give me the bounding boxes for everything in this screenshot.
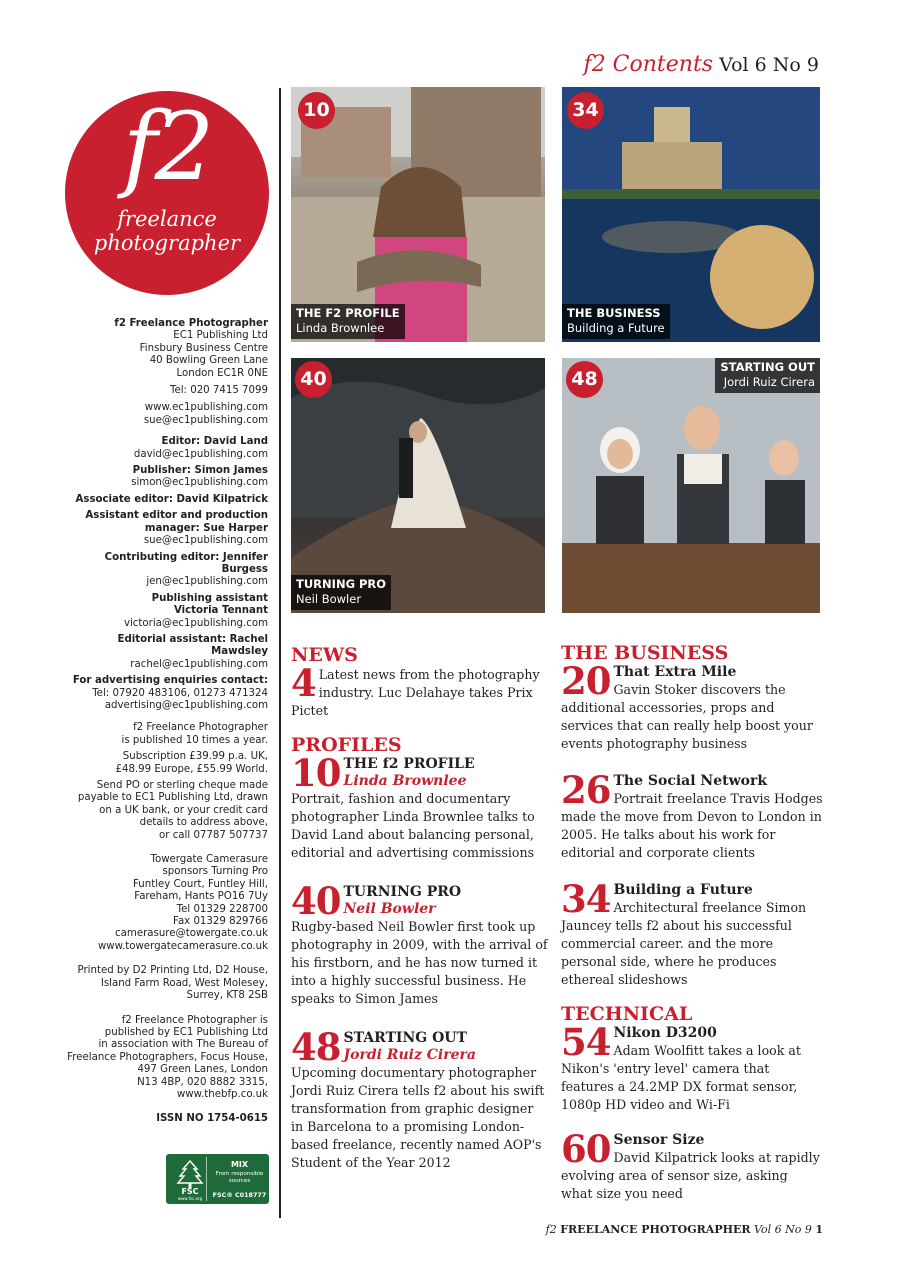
caption-label: THE BUSINESS bbox=[567, 306, 661, 320]
footer-prefix: f2 bbox=[545, 1223, 557, 1236]
entry-profile-40[interactable] bbox=[291, 879, 549, 1008]
entry-title: THE f2 PROFILE bbox=[343, 756, 475, 772]
page-number: 54 bbox=[561, 1020, 611, 1064]
photo-number: 40 bbox=[295, 361, 332, 398]
footer-page: 1 bbox=[815, 1223, 823, 1236]
entry-business-26[interactable] bbox=[561, 768, 823, 862]
ads-label: For advertising enquiries contact: bbox=[72, 675, 268, 687]
entry-news[interactable] bbox=[291, 661, 549, 720]
fsc-brand: FSC bbox=[181, 1187, 199, 1196]
entry-text: Gavin Stoker discovers the additional accessories, props and services that can really help boost your events photography business bbox=[561, 682, 813, 751]
entry-text: David Kilpatrick looks at rapidly evolving area of sensor size, asking what size you need bbox=[561, 1150, 820, 1201]
photo-business[interactable] bbox=[562, 87, 820, 342]
entry-text: Portrait freelance Travis Hodges made the move from Devon to London in 2005. He talks about his work for editorial and corporate clients bbox=[561, 791, 823, 860]
entry-text: Upcoming documentary photographer Jordi Ruiz Cirera tells f2 about his swift transformation from graphic designer in Barcelona to a promising London-based freelance, recently named AOP's Student of the Year 2012 bbox=[291, 1065, 545, 1170]
entry-text: Architectural freelance Simon Jauncey tells f2 about his successful commercial career. and the more personal side, where he produces ethereal slideshows bbox=[561, 900, 807, 987]
page-number: 60 bbox=[561, 1127, 611, 1171]
f2-logo bbox=[65, 91, 269, 295]
page-number: 4 bbox=[291, 661, 316, 705]
asst-editor-email: sue@ec1publishing.com bbox=[143, 535, 268, 547]
subscription-text: Subscription £39.99 p.a. UK, £48.99 Europe, £55.99 World. bbox=[115, 751, 268, 775]
entry-title: The Social Network bbox=[613, 773, 768, 789]
entry-text: Portrait, fashion and documentary photographer Linda Brownlee talks to David Land about balancing personal, editorial and advertising commissions bbox=[291, 791, 535, 860]
entry-profile-48[interactable] bbox=[291, 1025, 549, 1172]
photo-profile[interactable] bbox=[291, 87, 545, 342]
entry-title: Sensor Size bbox=[613, 1132, 705, 1148]
assoc-editor-label: Associate editor: David Kilpatrick bbox=[75, 493, 268, 505]
section-technical: TECHNICAL bbox=[561, 1003, 693, 1025]
logo-line2: photographer bbox=[93, 231, 241, 255]
caption-sub: Linda Brownlee bbox=[296, 321, 385, 335]
entry-subject: Jordi Ruiz Cirera bbox=[343, 1047, 476, 1063]
page-number: 20 bbox=[561, 659, 611, 703]
entry-title: Building a Future bbox=[613, 882, 753, 898]
entry-subject: Linda Brownlee bbox=[343, 773, 467, 789]
entry-text: Rugby-based Neil Bowler first took up photography in 2009, with the arrival of his firstborn, and he has now turned it into a highly successful business. He speaks to Simon James bbox=[291, 919, 548, 1006]
entry-text: Adam Woolfitt takes a look at Nikon's 'entry level' camera that features a 24.2MP DX format sensor, 1080p HD video and Wi-Fi bbox=[561, 1043, 801, 1112]
entry-business-34[interactable] bbox=[561, 877, 823, 989]
footer-title: FREELANCE PHOTOGRAPHER bbox=[560, 1223, 751, 1236]
company-address: EC1 Publishing Ltd Finsbury Business Centre 40 Bowling Green Lane London EC1R 0NE bbox=[139, 330, 268, 379]
fsc-tree-icon bbox=[173, 1157, 207, 1201]
cheque-text: Send PO or sterling cheque made payable to EC1 Publishing Ltd, drawn on a UK bank, or your credit card details to address above, or call 07787 507737 bbox=[77, 780, 268, 841]
caption-label: THE F2 PROFILE bbox=[296, 306, 400, 320]
photo-starting-out[interactable] bbox=[562, 358, 820, 613]
pub-asst-email: victoria@ec1publishing.com bbox=[123, 617, 268, 629]
entry-text: Latest news from the photography industry. Luc Delahaye takes Prix Pictet bbox=[291, 667, 540, 718]
contents-left-column bbox=[291, 644, 549, 1172]
company-web: www.ec1publishing.com sue@ec1publishing.com bbox=[143, 402, 268, 426]
contents-label: f2 Contents bbox=[583, 52, 714, 77]
ads-text: Tel: 07920 483106, 01273 471324 advertising@ec1publishing.com bbox=[92, 687, 268, 711]
photo-caption bbox=[562, 304, 670, 339]
pub-asst-label: Publishing assistant Victoria Tennant bbox=[151, 592, 268, 617]
publisher-email: simon@ec1publishing.com bbox=[131, 477, 268, 489]
photo-number: 34 bbox=[567, 92, 604, 129]
contents-header bbox=[584, 52, 819, 77]
photo-number: 10 bbox=[298, 92, 335, 129]
logo-line1: freelance bbox=[117, 207, 217, 231]
contrib-editor-label: Contributing editor: Jennifer Burgess bbox=[104, 551, 268, 575]
towergate-text: Towergate Camerasure sponsors Turning Pro Funtley Court, Funtley Hill, Fareham, Hants PO16 7Uy Tel 01329 228700 Fax 01329 829766 camerasure@towergate.co.uk www.towergatecamerasure.co.uk bbox=[97, 854, 268, 952]
page-number: 26 bbox=[561, 768, 611, 812]
entry-business-20[interactable] bbox=[561, 659, 823, 753]
photo-caption bbox=[291, 304, 405, 339]
publisher-label: Publisher: Simon James bbox=[132, 465, 268, 477]
entry-title: STARTING OUT bbox=[343, 1030, 467, 1046]
logo-mark: f2 bbox=[122, 93, 212, 202]
page-number: 40 bbox=[291, 879, 341, 923]
photo-turning-pro[interactable] bbox=[291, 358, 545, 613]
caption-label: STARTING OUT bbox=[720, 360, 815, 374]
masthead-sidebar bbox=[58, 318, 268, 1126]
ed-asst-email: rachel@ec1publishing.com bbox=[130, 658, 268, 670]
caption-sub: Neil Bowler bbox=[296, 592, 362, 606]
printer-text: Printed by D2 Printing Ltd, D2 House, Island Farm Road, West Molesey, Surrey, KT8 2SB bbox=[77, 965, 268, 1002]
fsc-badge bbox=[166, 1154, 269, 1204]
company-name: f2 Freelance Photographer bbox=[114, 318, 268, 329]
asst-editor-label: Assistant editor and production manager: Sue Harper bbox=[85, 510, 268, 534]
editor-email: david@ec1publishing.com bbox=[133, 448, 268, 460]
fsc-mix: MIX bbox=[230, 1160, 249, 1169]
page-number: 48 bbox=[291, 1025, 341, 1069]
photo-caption bbox=[715, 358, 820, 393]
entry-technical-54[interactable] bbox=[561, 1020, 823, 1114]
contents-right-column bbox=[561, 642, 823, 1203]
page-number: 34 bbox=[561, 877, 611, 921]
caption-label: TURNING PRO bbox=[296, 577, 387, 591]
section-profiles: PROFILES bbox=[291, 734, 402, 756]
entry-technical-60[interactable] bbox=[561, 1127, 823, 1203]
association-text: f2 Freelance Photographer is published by EC1 Publishing Ltd in association with The Bureau of Freelance Photographers, Focus House, 497 Green Lanes, London N13 4BP, 020 8882 3315, www.thebfp.co.uk bbox=[67, 1014, 268, 1100]
caption-sub: Jordi Ruiz Cirera bbox=[723, 375, 815, 389]
entry-title: That Extra Mile bbox=[613, 664, 737, 680]
entry-title: TURNING PRO bbox=[343, 884, 462, 900]
fsc-responsible: From responsible sources bbox=[215, 1171, 264, 1184]
page-footer bbox=[546, 1223, 823, 1236]
section-business: THE BUSINESS bbox=[561, 642, 729, 664]
ed-asst-label: Editorial assistant: Rachel Mawdsley bbox=[117, 633, 268, 658]
page-number: 10 bbox=[291, 751, 341, 795]
entry-profile-10[interactable] bbox=[291, 751, 549, 862]
editor-label: Editor: David Land bbox=[161, 436, 268, 448]
fsc-code: FSC® C018777 bbox=[212, 1191, 267, 1199]
issue-label: Vol 6 No 9 bbox=[719, 54, 819, 76]
column-divider bbox=[279, 88, 281, 1218]
caption-sub: Building a Future bbox=[567, 321, 665, 335]
fsc-site: www.fsc.org bbox=[177, 1196, 203, 1201]
company-tel: Tel: 020 7415 7099 bbox=[169, 385, 268, 397]
published-text: f2 Freelance Photographer is published 10 times a year. bbox=[121, 722, 268, 746]
photo-number: 48 bbox=[566, 361, 603, 398]
entry-title: Nikon D3200 bbox=[613, 1025, 717, 1041]
issn: ISSN NO 1754-0615 bbox=[156, 1113, 268, 1125]
photo-caption bbox=[291, 575, 391, 610]
footer-issue: Vol 6 No 9 bbox=[754, 1223, 812, 1236]
contrib-editor-email: jen@ec1publishing.com bbox=[146, 576, 268, 588]
entry-subject: Neil Bowler bbox=[343, 901, 436, 917]
section-news: NEWS bbox=[291, 644, 358, 666]
